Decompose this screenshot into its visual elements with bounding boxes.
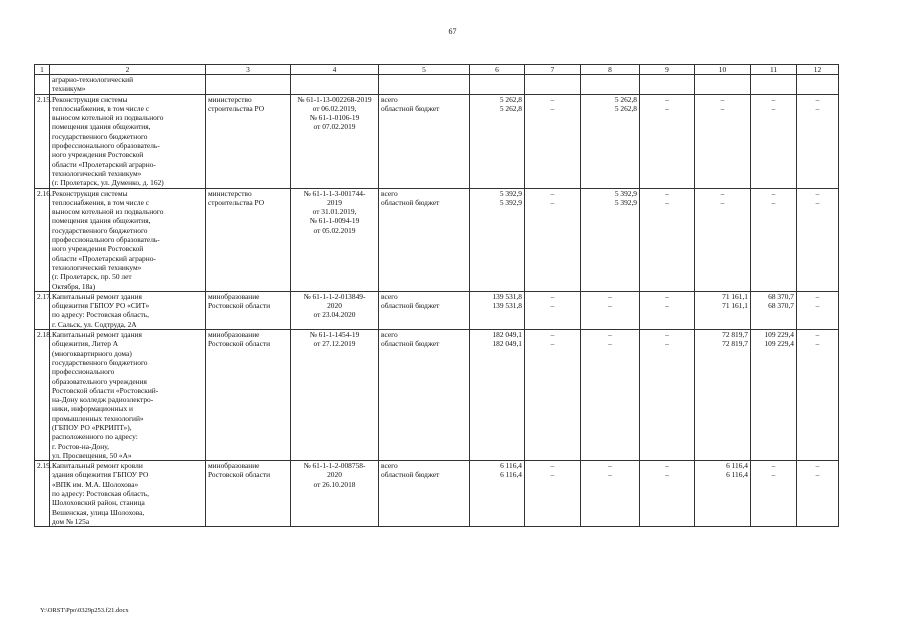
value: – — [665, 103, 669, 113]
value-cell-col8 — [581, 291, 640, 329]
value-cell-col7 — [525, 94, 581, 188]
funding-source-label: областной бюджет — [381, 197, 440, 207]
funding-source-label: всего — [381, 188, 398, 198]
value: – — [720, 197, 725, 207]
funding-source-label: областной бюджет — [381, 470, 440, 480]
value: – — [550, 188, 555, 198]
object-name: Реконструкция системы теплоснабжения, в том числе с выносом котельной из подвального помещения здания общежития, государственного бюджетного профессионального образователь- ного учреждения Ростовской области «Пролетарский аграрно- технологический техникум» (г. Пролетарск, пр. 50 лет Октября, 18а) — [50, 188, 206, 291]
value: – — [771, 103, 776, 113]
object-name: Капитальный ремонт здания общежития ГБПОУ РО «СИТ» по адресу: Ростовская область, г. Сальск, ул. Содтруда, 2А — [50, 291, 206, 329]
customer: минобразование Ростовской области — [206, 461, 291, 527]
value-cell-col11 — [751, 291, 797, 329]
customer: министерство строительства РО — [206, 94, 291, 188]
value: – — [771, 188, 776, 198]
value: – — [550, 330, 555, 340]
value: – — [665, 330, 669, 340]
table-row — [35, 291, 839, 329]
expertise-document: № 61-1-1-2-013849- 2020 от 23.04.2020 — [291, 291, 379, 329]
value: 68 370,7 — [768, 301, 794, 311]
value: – — [608, 301, 612, 311]
value: – — [608, 470, 612, 480]
value: 5 392,9 — [499, 197, 522, 207]
value-cell-col8 — [581, 461, 640, 527]
value: – — [815, 339, 820, 349]
value: – — [550, 103, 555, 113]
value: – — [608, 461, 612, 471]
funding-sources — [379, 188, 470, 291]
value: – — [665, 291, 669, 301]
value: 5 262,8 — [614, 94, 637, 104]
funding-source-label: всего — [381, 330, 398, 340]
row-number: 2.17. — [35, 291, 50, 329]
value-cell-col11 — [751, 94, 797, 188]
value-cell-col7 — [525, 330, 581, 461]
value: – — [771, 461, 776, 471]
value: – — [815, 197, 820, 207]
value: – — [771, 94, 776, 104]
value: – — [815, 291, 820, 301]
value: – — [665, 339, 669, 349]
table-row — [35, 461, 839, 527]
value: – — [550, 291, 555, 301]
value: 139 531,8 — [492, 291, 522, 301]
funding-sources — [379, 461, 470, 527]
customer: минобразование Ростовской области — [206, 291, 291, 329]
row-number: 2.15. — [35, 94, 50, 188]
value: – — [771, 197, 776, 207]
column-number-header: 7 — [525, 65, 581, 75]
table-row — [35, 94, 839, 188]
column-number-header: 10 — [695, 65, 751, 75]
expertise-document: № 61-1-13-002268-2019 от 06.02.2019, № 61-1-0106-19 от 07.02.2019 — [291, 94, 379, 188]
value-cell-col6 — [470, 330, 525, 461]
table-row — [35, 188, 839, 291]
program-table — [34, 64, 839, 527]
expertise-document: № 61-1-1454-19 от 27.12.2019 — [291, 330, 379, 461]
value: – — [550, 339, 555, 349]
value: – — [815, 301, 820, 311]
value: 182 049,1 — [492, 339, 522, 349]
value: – — [720, 188, 725, 198]
column-number-header: 1 — [35, 65, 50, 75]
column-number-header: 12 — [797, 65, 839, 75]
value: – — [608, 339, 612, 349]
continuation-row — [35, 75, 839, 95]
value-cell-col12 — [797, 188, 839, 291]
value: – — [815, 330, 820, 340]
column-number-header: 6 — [470, 65, 525, 75]
funding-sources — [379, 291, 470, 329]
expertise-document: № 61-1-1-2-008758- 2020 от 26.10.2018 — [291, 461, 379, 527]
value-cell-col7 — [525, 188, 581, 291]
value-cell-col9 — [640, 291, 695, 329]
value-cell-col10 — [695, 291, 751, 329]
value-cell-col9 — [640, 461, 695, 527]
row-number: 2.16. — [35, 188, 50, 291]
funding-source-label: областной бюджет — [381, 103, 440, 113]
funding-source-label: всего — [381, 461, 398, 471]
value: 109 229,4 — [764, 339, 794, 349]
value-cell-col12 — [797, 94, 839, 188]
value: – — [815, 94, 820, 104]
value: – — [550, 461, 555, 471]
column-number-header: 4 — [291, 65, 379, 75]
value-cell-col7 — [525, 461, 581, 527]
value: 6 116,4 — [726, 470, 748, 480]
value: 109 229,4 — [764, 330, 794, 340]
value-cell-col10 — [695, 188, 751, 291]
value-cell-col11 — [751, 188, 797, 291]
value-cell-col11 — [751, 461, 797, 527]
value-cell-col9 — [640, 330, 695, 461]
object-name: Капитальный ремонт здания общежития, Литер А (многоквартирного дома) государственного бюджетного профессионального образовательного учреждения Ростовской области «Ростовский- на-Дону колледж радиоэлектро- ники, информационных и промышленных технологий» (ГБПОУ РО «РКРИПТ»), расположенного по адресу: г. Ростов-на-Дону, ул. Просвещения, 50 «А» — [50, 330, 206, 461]
value-cell-col10 — [695, 94, 751, 188]
value: 5 392,9 — [614, 197, 637, 207]
funding-source-label: областной бюджет — [381, 301, 440, 311]
column-number-header: 9 — [640, 65, 695, 75]
value: 71 161,1 — [722, 301, 748, 311]
funding-source-label: всего — [381, 291, 398, 301]
value: – — [665, 301, 669, 311]
row-number: 2.18. — [35, 330, 50, 461]
value: – — [665, 188, 669, 198]
value: – — [720, 103, 725, 113]
object-name: Капитальный ремонт кровли здания общежития ГБПОУ РО «ВПК им. М.А. Шолохова» по адресу: Ростовская область, Шолоховский район, станица Вешенская, улица Шолохова, дом № 125а — [50, 461, 206, 527]
value-cell-col6 — [470, 94, 525, 188]
customer: министерство строительства РО — [206, 188, 291, 291]
value-cell-col7 — [525, 291, 581, 329]
value: 5 262,8 — [499, 103, 522, 113]
value-cell-col11 — [751, 330, 797, 461]
expertise-document: № 61-1-1-3-001744- 2019 от 31.01.2019, № 61-1-0094-19 от 05.02.2019 — [291, 188, 379, 291]
value: 5 392,9 — [499, 188, 522, 198]
value: – — [665, 461, 669, 471]
row-number: 2.19. — [35, 461, 50, 527]
value-cell-col9 — [640, 188, 695, 291]
value: – — [771, 470, 776, 480]
value: 5 262,8 — [614, 103, 637, 113]
column-number-header: 8 — [581, 65, 640, 75]
page-number: 67 — [448, 27, 457, 36]
value: 71 161,1 — [722, 291, 748, 301]
value: – — [608, 330, 612, 340]
value: – — [608, 291, 612, 301]
value: – — [665, 94, 669, 104]
value: 72 819,7 — [722, 330, 748, 340]
value: 6 116,4 — [500, 470, 522, 480]
value-cell-col8 — [581, 330, 640, 461]
object-name: Реконструкция системы теплоснабжения, в том числе с выносом котельной из подвального помещения здания общежития, государственного бюджетного профессионального образователь- ного учреждения Ростовской области «Пролетарский аграрно- технологический техникум» (г. Пролетарск, ул. Думенко, д. 162) — [50, 94, 206, 188]
value-cell-col8 — [581, 94, 640, 188]
value: – — [550, 470, 555, 480]
column-number-header: 3 — [206, 65, 291, 75]
value: – — [720, 94, 725, 104]
value-cell-col6 — [470, 291, 525, 329]
funding-source-label: областной бюджет — [381, 339, 440, 349]
continuation-num-cell — [35, 75, 50, 95]
value-cell-col12 — [797, 330, 839, 461]
value: – — [665, 197, 669, 207]
value: 68 370,7 — [768, 291, 794, 301]
value: – — [550, 197, 555, 207]
value-cell-col6 — [470, 461, 525, 527]
value: 6 116,4 — [726, 461, 748, 471]
customer: минобразование Ростовской области — [206, 330, 291, 461]
value: – — [815, 188, 820, 198]
value-cell-col6 — [470, 188, 525, 291]
column-number-header: 2 — [50, 65, 206, 75]
column-number-row — [35, 65, 839, 75]
table-row — [35, 330, 839, 461]
value-cell-col12 — [797, 291, 839, 329]
funding-sources — [379, 94, 470, 188]
value: 182 049,1 — [492, 330, 522, 340]
value: 139 531,8 — [492, 301, 522, 311]
value-cell-col8 — [581, 188, 640, 291]
continuation-name-cell: аграрно-технологический техникум» — [50, 75, 206, 95]
funding-sources — [379, 330, 470, 461]
value: – — [550, 301, 555, 311]
value: – — [815, 461, 820, 471]
value-cell-col9 — [640, 94, 695, 188]
value: 72 819,7 — [722, 339, 748, 349]
value: 6 116,4 — [500, 461, 522, 471]
value: – — [665, 470, 669, 480]
value: 5 262,8 — [499, 94, 522, 104]
value-cell-col12 — [797, 461, 839, 527]
value: – — [550, 94, 555, 104]
value: 5 392,9 — [614, 188, 637, 198]
value-cell-col10 — [695, 461, 751, 527]
column-number-header: 5 — [379, 65, 470, 75]
column-number-header: 11 — [751, 65, 797, 75]
funding-source-label: всего — [381, 94, 398, 104]
value: – — [815, 470, 820, 480]
value: – — [815, 103, 820, 113]
value-cell-col10 — [695, 330, 751, 461]
footer-file-path: Y:\ORST\Ppo\0329p253.f21.docx — [40, 607, 129, 614]
